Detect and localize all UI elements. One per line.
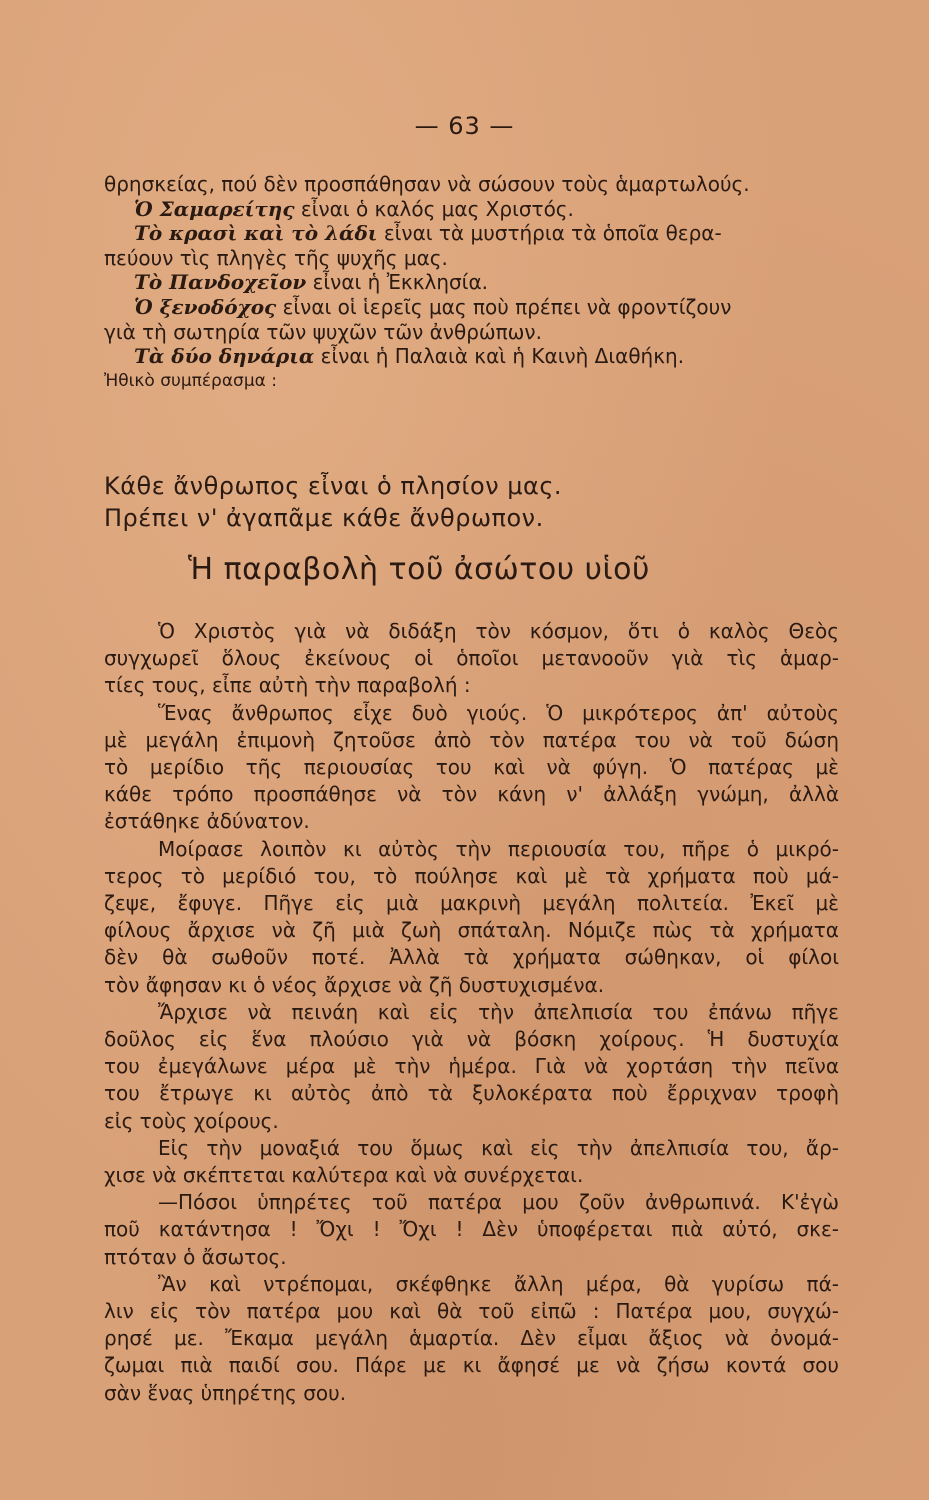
body-line: συγχωρεῖ ὅλους ἐκείνους οἱ ὁποῖοι μετανοοῦν γιὰ τὶς ἁμαρ-: [104, 646, 839, 671]
emphasis-term: Ὁ Σαμαρείτης: [134, 196, 295, 221]
body-line: Εἰς τὴν μοναξιά του ὅμως καὶ εἰς τὴν ἀπελπισία του, ἄρ-: [158, 1135, 839, 1160]
moral-line: Κάθε ἄνθρωπος εἶναι ὁ πλησίον μας.: [104, 472, 563, 500]
body-line: του ἔτρωγε κι αὐτὸς ἀπὸ τὰ ξυλοκέρατα ποὺ ἔρριχναν τροφὴ: [104, 1081, 839, 1106]
intro-line: Ὁ Σαμαρείτης εἶναι ὁ καλός μας Χριστός.: [134, 196, 574, 221]
emphasis-term: Ὁ ξενοδόχος: [134, 294, 277, 319]
intro-line: Τὸ κρασὶ καὶ τὸ λάδι εἶναι τὰ μυστήρια τὰ ὁποῖα θερα-: [134, 221, 722, 246]
emphasis-term: Τὰ δύο δηνάρια: [134, 344, 315, 369]
section-heading: Ἡ παραβολὴ τοῦ ἀσώτου υἱοῦ: [188, 552, 650, 587]
intro-section: [104, 172, 839, 393]
intro-line: Τὸ Πανδοχεῖον εἶναι ἡ Ἐκκλησία.: [134, 270, 488, 295]
moral-line: Πρέπει ν' ἀγαπᾶμε κάθε ἄνθρωπον.: [104, 504, 544, 532]
body-line: χισε νὰ σκέπτεται καλύτερα καὶ νὰ συνέρχεται.: [104, 1163, 584, 1188]
body-line: τὸν ἄφησαν κι ὁ νέος ἄρχισε νὰ ζῆ δυστυχισμένα.: [104, 972, 605, 997]
body-line: ποῦ κατάντησα ! Ὄχι ! Ὄχι ! Δὲν ὑποφέρεται πιὰ αὐτό, σκε-: [104, 1217, 839, 1242]
moral-label: Ἠθικὸ συμπέρασμα :: [104, 370, 277, 391]
body-line: τὸ μερίδιο τῆς περιουσίας του καὶ νὰ φύγη. Ὁ πατέρας μὲ: [104, 755, 839, 780]
body-line: μὲ μεγάλη ἐπιμονὴ ζητοῦσε ἀπὸ τὸν πατέρα του νὰ τοῦ δώση: [104, 727, 839, 752]
body-line: φίλους ἄρχισε νὰ ζῆ μιὰ ζωὴ σπάταλη. Νόμιζε πὼς τὰ χρήματα: [104, 918, 839, 943]
body-line: Ἂν καὶ ντρέπομαι, σκέφθηκε ἄλλη μέρα, θὰ γυρίσω πά-: [158, 1271, 839, 1296]
intro-line: πεύουν τὶς πληγὲς τῆς ψυχῆς μας.: [104, 245, 448, 270]
emphasis-term: Τὸ Πανδοχεῖον: [134, 270, 307, 295]
intro-line: γιὰ τὴ σωτηρία τῶν ψυχῶν τῶν ἀνθρώπων.: [104, 319, 542, 344]
body-line: κάθε τρόπο προσπάθησε νὰ τὸν κάνη ν' ἀλλάξη γνώμη, ἀλλὰ: [104, 782, 839, 807]
intro-line: θρησκείας, πού δὲν προσπάθησαν νὰ σώσουν τοὺς ἁμαρτωλούς.: [104, 172, 750, 196]
body-line: σὰν ἕνας ὑπηρέτης σου.: [104, 1380, 347, 1405]
body-line: Ἕνας ἄνθρωπος εἶχε δυὸ γιούς. Ὁ μικρότερος ἀπ' αὐτοὺς: [158, 700, 839, 725]
body-line: τερος τὸ μερίδιό του, τὸ πούλησε καὶ μὲ τὰ χρήματα ποὺ μά-: [104, 863, 839, 888]
intro-line: Ὁ ξενοδόχος εἶναι οἱ ἱερεῖς μας ποὺ πρέπει νὰ φροντίζουν: [134, 294, 732, 319]
parable-body: [104, 618, 839, 1407]
body-line: ζωμαι πιὰ παιδί σου. Πάρε με κι ἄφησέ με νὰ ζήσω κοντά σου: [104, 1353, 839, 1378]
moral-section: [104, 470, 562, 534]
page-number: — 63 —: [414, 112, 515, 140]
body-line: ἐστάθηκε ἀδύνατον.: [104, 809, 310, 834]
body-line: δοῦλος εἰς ἕνα πλούσιο γιὰ νὰ βόσκη χοίρους. Ἡ δυστυχία: [104, 1027, 839, 1052]
body-line: εἰς τοὺς χοίρους.: [104, 1108, 279, 1133]
body-line: —Πόσοι ὑπηρέτες τοῦ πατέρα μου ζοῦν ἀνθρωπινά. Κ'ἐγὼ: [158, 1190, 839, 1215]
body-line: ζεψε, ἔφυγε. Πῆγε εἰς μιὰ μακρινὴ μεγάλη πολιτεία. Ἐκεῖ μὲ: [104, 891, 839, 916]
body-line: Ἄρχισε νὰ πεινάη καὶ εἰς τὴν ἀπελπισία του ἐπάνω πῆγε: [158, 999, 839, 1024]
body-line: Ὁ Χριστὸς γιὰ νὰ διδάξη τὸν κόσμον, ὅτι ὁ καλὸς Θεὸς: [158, 619, 839, 643]
body-line: λιν εἰς τὸν πατέρα μου καὶ θὰ τοῦ εἰπῶ : Πατέρα μου, συγχώ-: [104, 1299, 839, 1324]
body-line: Μοίρασε λοιπὸν κι αὐτὸς τὴν περιουσία του, πῆρε ὁ μικρό-: [158, 836, 839, 861]
body-line: πτόταν ὁ ἄσωτος.: [104, 1244, 287, 1269]
body-line: του ἐμεγάλωνε μέρα μὲ τὴν ἡμέρα. Γιὰ νὰ χορτάση τὴν πεῖνα: [104, 1054, 839, 1079]
emphasis-term: Τὸ κρασὶ καὶ τὸ λάδι: [134, 221, 378, 246]
body-line: ρησέ με. Ἔκαμα μεγάλη ἁμαρτία. Δὲν εἶμαι ἄξιος νὰ ὀνομά-: [104, 1326, 839, 1351]
intro-line: Τὰ δύο δηνάρια εἶναι ἡ Παλαιὰ καὶ ἡ Καινὴ Διαθήκη.: [134, 344, 685, 369]
body-line: τίες τους, εἶπε αὐτὴ τὴν παραβολή :: [104, 673, 471, 698]
body-line: δὲν θὰ σωθοῦν ποτέ. Ἀλλὰ τὰ χρήματα σώθηκαν, οἱ φίλοι: [104, 945, 839, 970]
